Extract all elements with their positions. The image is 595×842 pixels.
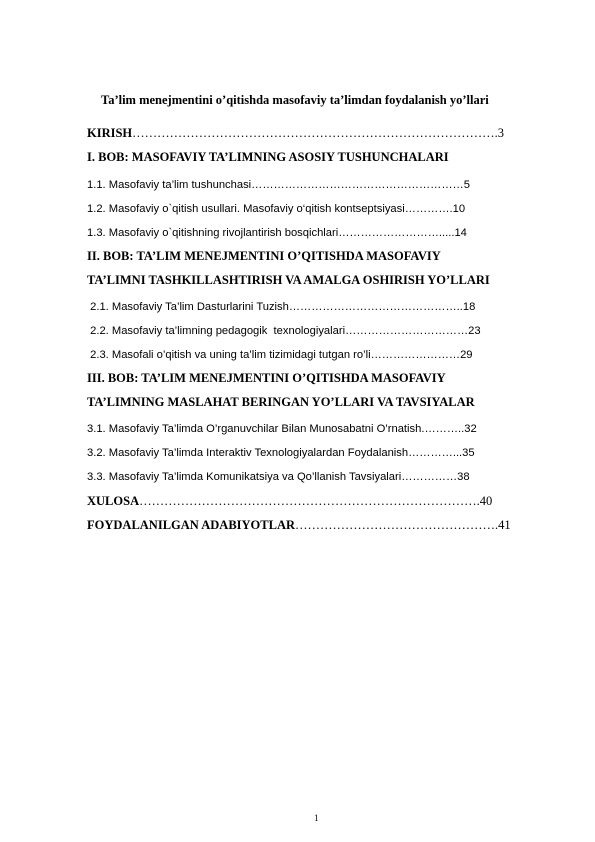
toc-page: 18: [462, 301, 476, 313]
toc-page: 35: [462, 447, 475, 459]
toc-chapter-2-heading-line2: [87, 272, 490, 288]
toc-dots: ……………………………………………………………………….: [139, 494, 480, 508]
toc-page: 14: [454, 227, 467, 239]
toc-label: 2.1. Masofaviy Ta’lim Dasturlarini Tuzish: [87, 301, 289, 313]
toc-chapter-3-heading-line2: [87, 394, 475, 410]
toc-entry-3-2: [87, 445, 475, 461]
toc-dots: …………...: [408, 447, 463, 459]
toc-label: FOYDALANILGAN ADABIYOTLAR: [87, 518, 296, 532]
toc-label: XULOSA: [87, 494, 140, 508]
toc-label: 3.1. Masofaviy Ta’limda O’rganuvchilar Bilan Munosabatni O’rnatish: [87, 423, 422, 435]
toc-dots: ………….: [404, 203, 453, 215]
toc-entry-1-1: [87, 177, 470, 193]
toc-label: 1.3. Masofaviy o`qitishning rivojlantirish bosqichlari: [87, 227, 339, 239]
toc-label: TA’LIMNING MASLAHAT BERINGAN YO’LLARI VA TAVSIYALAR: [87, 395, 475, 409]
toc-label: KIRISH: [87, 126, 133, 140]
toc-entry-kirish: [87, 125, 504, 141]
toc-page: 32: [464, 423, 477, 435]
toc-chapter-3-heading-line1: [87, 370, 446, 386]
toc-entry-2-3: [87, 347, 473, 363]
toc-label: III. BOB: TA’LIM MENEJMENTINI O’QITISHDA MASOFAVIY: [87, 371, 446, 385]
page-number: 1: [314, 813, 319, 823]
toc-label: 3.2. Masofaviy Ta’limda Interaktiv Texnologiyalardan Foydalanish: [87, 447, 409, 459]
toc-dots: .………..: [421, 423, 465, 435]
document-title: Ta’lim menejmentini o’qitishda masofaviy ta’limdan foydalanish yo’llari: [101, 93, 489, 107]
toc-chapter-1-heading: [87, 149, 449, 165]
toc-entry-3-3: [87, 469, 470, 485]
toc-page: 29: [460, 349, 473, 361]
toc-entry-xulosa: [87, 493, 492, 509]
toc-page: 40: [479, 494, 493, 508]
toc-entry-2-1: [87, 299, 475, 315]
toc-dots: ……………………………: [345, 325, 469, 337]
toc-entry-adabiyotlar: [87, 517, 511, 533]
toc-label: TA’LIMNI TASHKILLASHTIRISH VA AMALGA OSHIRISH YO’LLARI: [87, 273, 490, 287]
toc-label: 3.3. Masofaviy Ta’limda Komunikatsiya va Qo’llanish Tavsiyalari: [87, 471, 402, 483]
toc-page: .3: [494, 126, 505, 140]
toc-label: 2.2. Masofaviy ta’limning pedagogik texnologiyalari: [87, 325, 346, 337]
toc-dots: ……………………….....: [338, 227, 455, 239]
toc-chapter-2-heading-line1: [87, 248, 441, 264]
toc-label: I. BOB: MASOFAVIY TA’LIMNING ASOSIY TUSHUNCHALARI: [87, 150, 449, 164]
toc-dots: …………………………………………………: [251, 179, 464, 191]
toc-entry-2-2: [87, 323, 481, 339]
toc-page: 41: [498, 518, 511, 532]
toc-dots: ………………………………………….: [295, 518, 499, 532]
toc-page: 10: [452, 203, 466, 215]
toc-dots: ………………………………………..: [288, 301, 463, 313]
toc-page: 5: [463, 179, 470, 191]
toc-label: 2.3. Masofali o’qitish va uning ta’lim tizimidagi tutgan ro’li: [87, 349, 371, 361]
toc-label: II. BOB: TA’LIM MENEJMENTINI O’QITISHDA MASOFAVIY: [87, 249, 441, 263]
toc-entry-3-1: [87, 421, 477, 437]
toc-entry-1-3: [87, 225, 467, 241]
toc-dots: ……………………: [370, 349, 461, 361]
toc-dots: ……………………………………………………………………………: [132, 126, 495, 140]
toc-dots: ……………: [401, 471, 458, 483]
toc-page: 38: [457, 471, 470, 483]
toc-label: 1.2. Masofaviy o`qitish usullari. Masofaviy o‘qitish kontseptsiyasi: [87, 203, 405, 215]
toc-page: 23: [468, 325, 481, 337]
toc-label: 1.1. Masofaviy ta’lim tushunchasi: [87, 179, 252, 191]
toc-entry-1-2: [87, 201, 465, 217]
